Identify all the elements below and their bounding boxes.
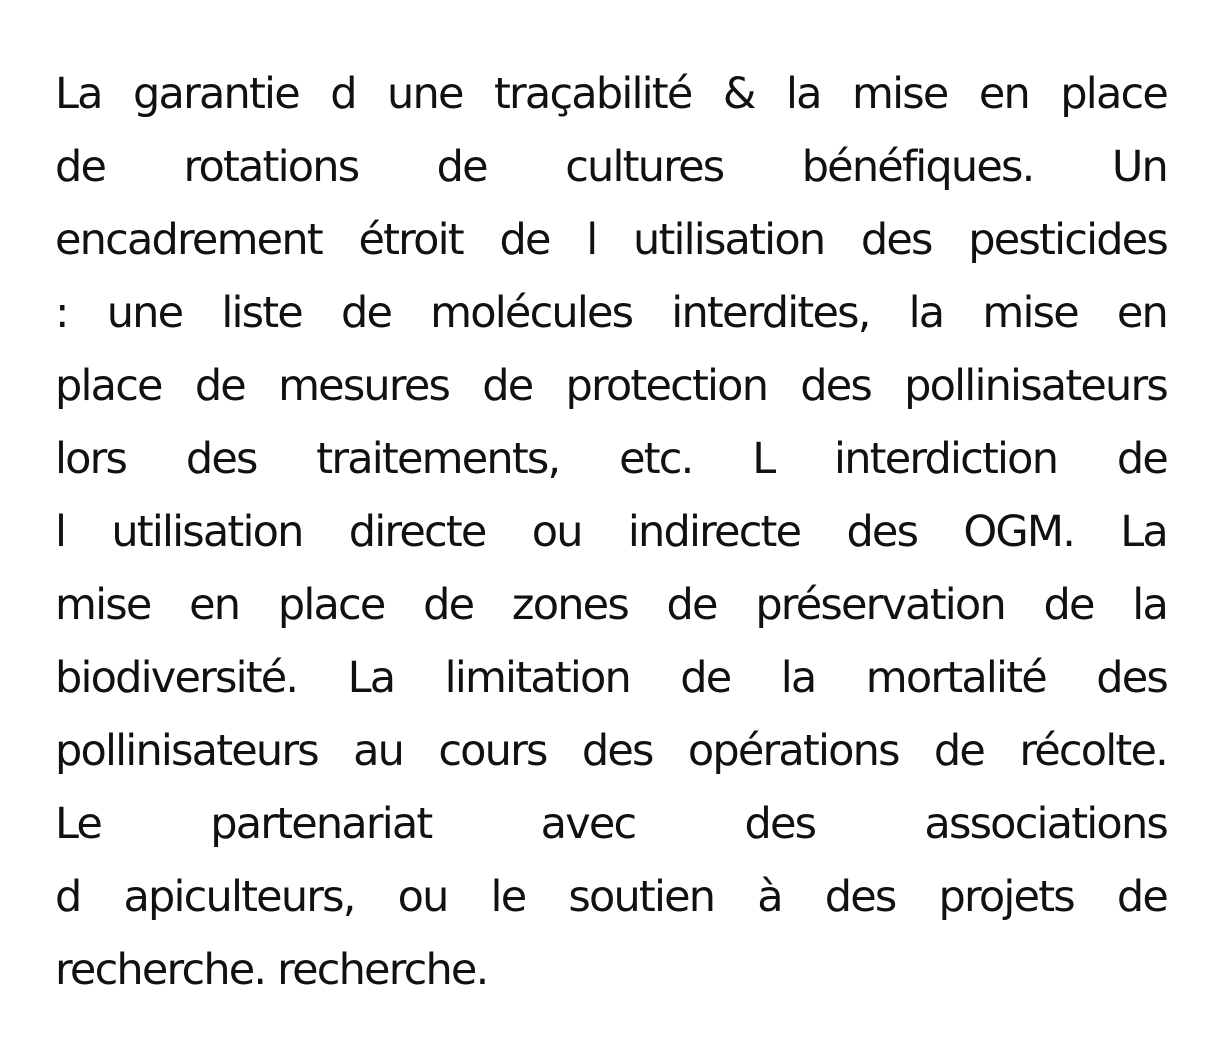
text-line-4: : une liste de molécules interdites, la mise en [55,288,1167,338]
handwritten-paragraph [55,58,1167,1007]
text-line-7: l utilisation directe ou indirecte des OGM. La [55,507,1167,557]
text-line-11: Le partenariat avec des associations [55,799,1167,849]
text-line-12: d apiculteurs, ou le soutien à des projets de [55,872,1167,922]
text-line-3: encadrement étroit de l utilisation des pesticides [55,215,1167,265]
text-line-5: place de mesures de protection des pollinisateurs [55,361,1167,411]
text-line-10: pollinisateurs au cours des opérations de récolte. [55,726,1167,776]
text-line-13: recherche. recherche. [55,945,488,995]
text-line-1: La garantie d une traçabilité & la mise en place [55,69,1167,119]
text-line-2: de rotations de cultures bénéfiques. Un [55,142,1167,192]
text-line-9: biodiversité. La limitation de la mortalité des [55,653,1167,703]
text-line-6: lors des traitements, etc. L interdiction de [55,434,1167,484]
text-line-8: mise en place de zones de préservation de la [55,580,1167,630]
